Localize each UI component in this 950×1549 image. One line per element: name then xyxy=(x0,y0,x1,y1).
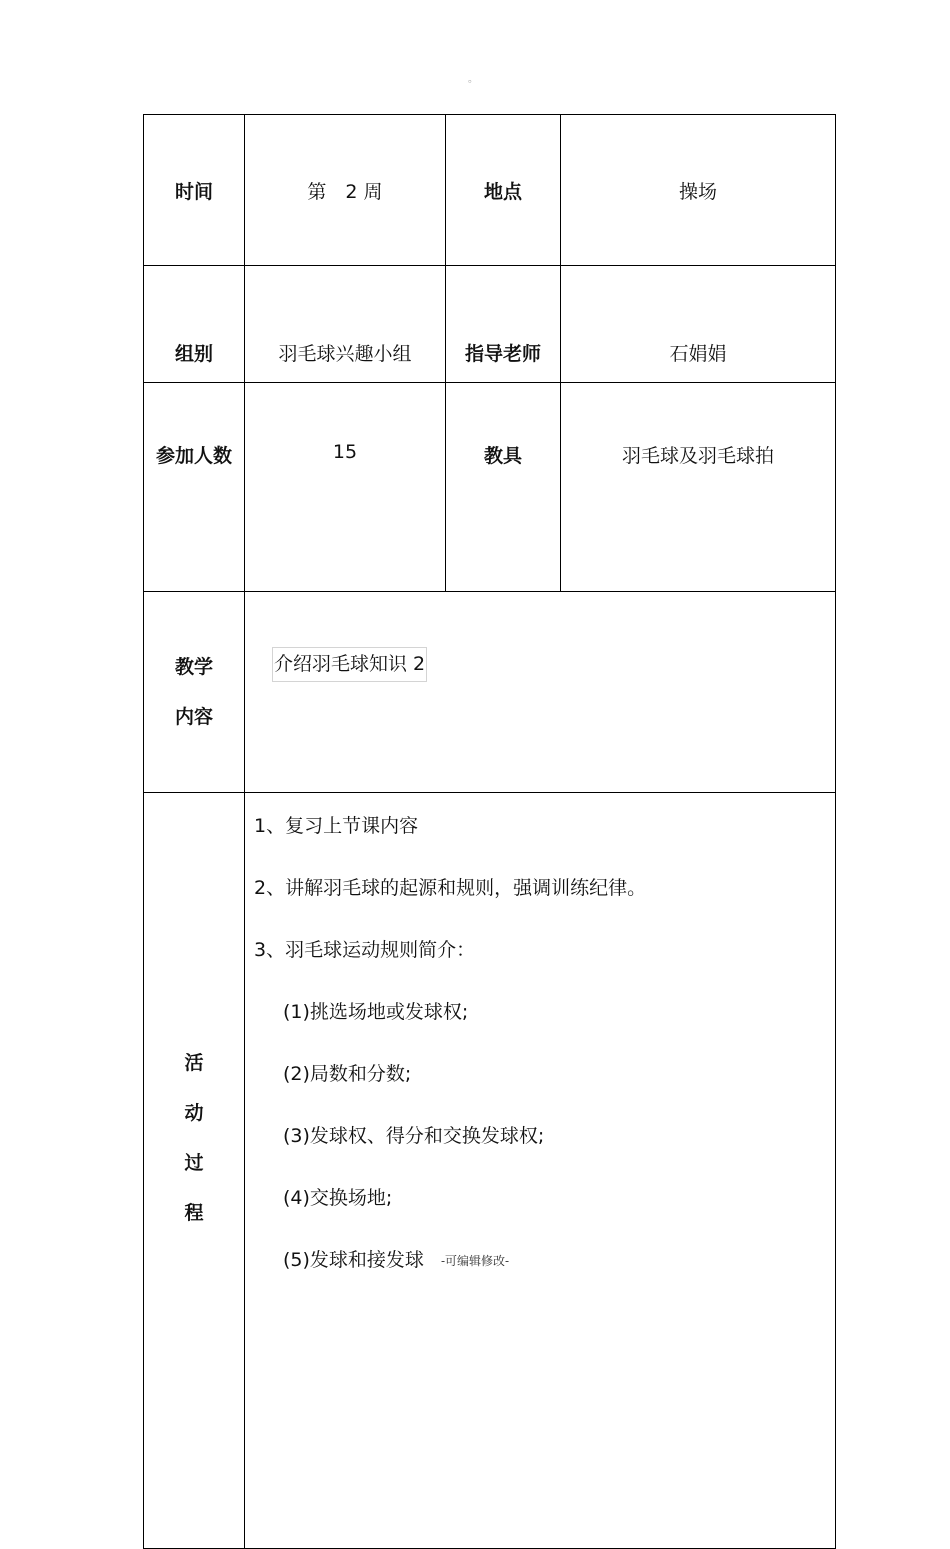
process-label xyxy=(144,793,245,1549)
content-label xyxy=(144,592,245,793)
table-row-count xyxy=(144,383,836,592)
process-list xyxy=(245,793,835,1309)
page-footer: -可编辑修改- xyxy=(440,1254,510,1268)
list-item: (3)发球权、得分和交换发球权; xyxy=(283,1125,545,1147)
time-label: 时间 xyxy=(144,115,245,266)
table-row-process xyxy=(144,793,836,1549)
process-label-char: 程 xyxy=(184,1202,204,1224)
place-label: 地点 xyxy=(446,115,561,266)
count-label: 参加人数 xyxy=(144,383,245,592)
process-label-char: 过 xyxy=(184,1152,204,1174)
time-value: 第 2 周 xyxy=(245,115,446,266)
top-mark: 。 xyxy=(468,74,478,85)
table-row-time xyxy=(144,115,836,266)
list-item: 3、羽毛球运动规则简介： xyxy=(254,939,476,961)
table-row-content xyxy=(144,592,836,793)
group-value: 羽毛球兴趣小组 xyxy=(245,266,446,383)
group-label: 组别 xyxy=(144,266,245,383)
content-label-line2: 内容 xyxy=(174,706,213,728)
list-item: 2、讲解羽毛球的起源和规则，强调训练纪律。 xyxy=(254,877,647,899)
table-row-group xyxy=(144,266,836,383)
list-item: (4)交换场地; xyxy=(283,1187,393,1209)
equipment-label: 教具 xyxy=(446,383,561,592)
teacher-value: 石娟娟 xyxy=(561,266,836,383)
list-item: (2)局数和分数; xyxy=(283,1063,412,1085)
process-cell xyxy=(245,793,836,1549)
place-value: 操场 xyxy=(561,115,836,266)
list-item: 1、复习上节课内容 xyxy=(254,815,419,837)
content-value: 介绍羽毛球知识 2 xyxy=(272,647,427,682)
activity-plan-table xyxy=(143,114,836,1549)
count-value: 15 xyxy=(245,383,446,592)
content-cell xyxy=(245,592,836,793)
content-label-line1: 教学 xyxy=(174,656,213,678)
process-label-char: 活 xyxy=(184,1052,204,1074)
teacher-label: 指导老师 xyxy=(446,266,561,383)
process-label-char: 动 xyxy=(184,1102,204,1124)
list-item: (1)挑选场地或发球权; xyxy=(283,1001,469,1023)
list-item: (5)发球和接发球 xyxy=(283,1249,424,1271)
equipment-value: 羽毛球及羽毛球拍 xyxy=(561,383,836,592)
